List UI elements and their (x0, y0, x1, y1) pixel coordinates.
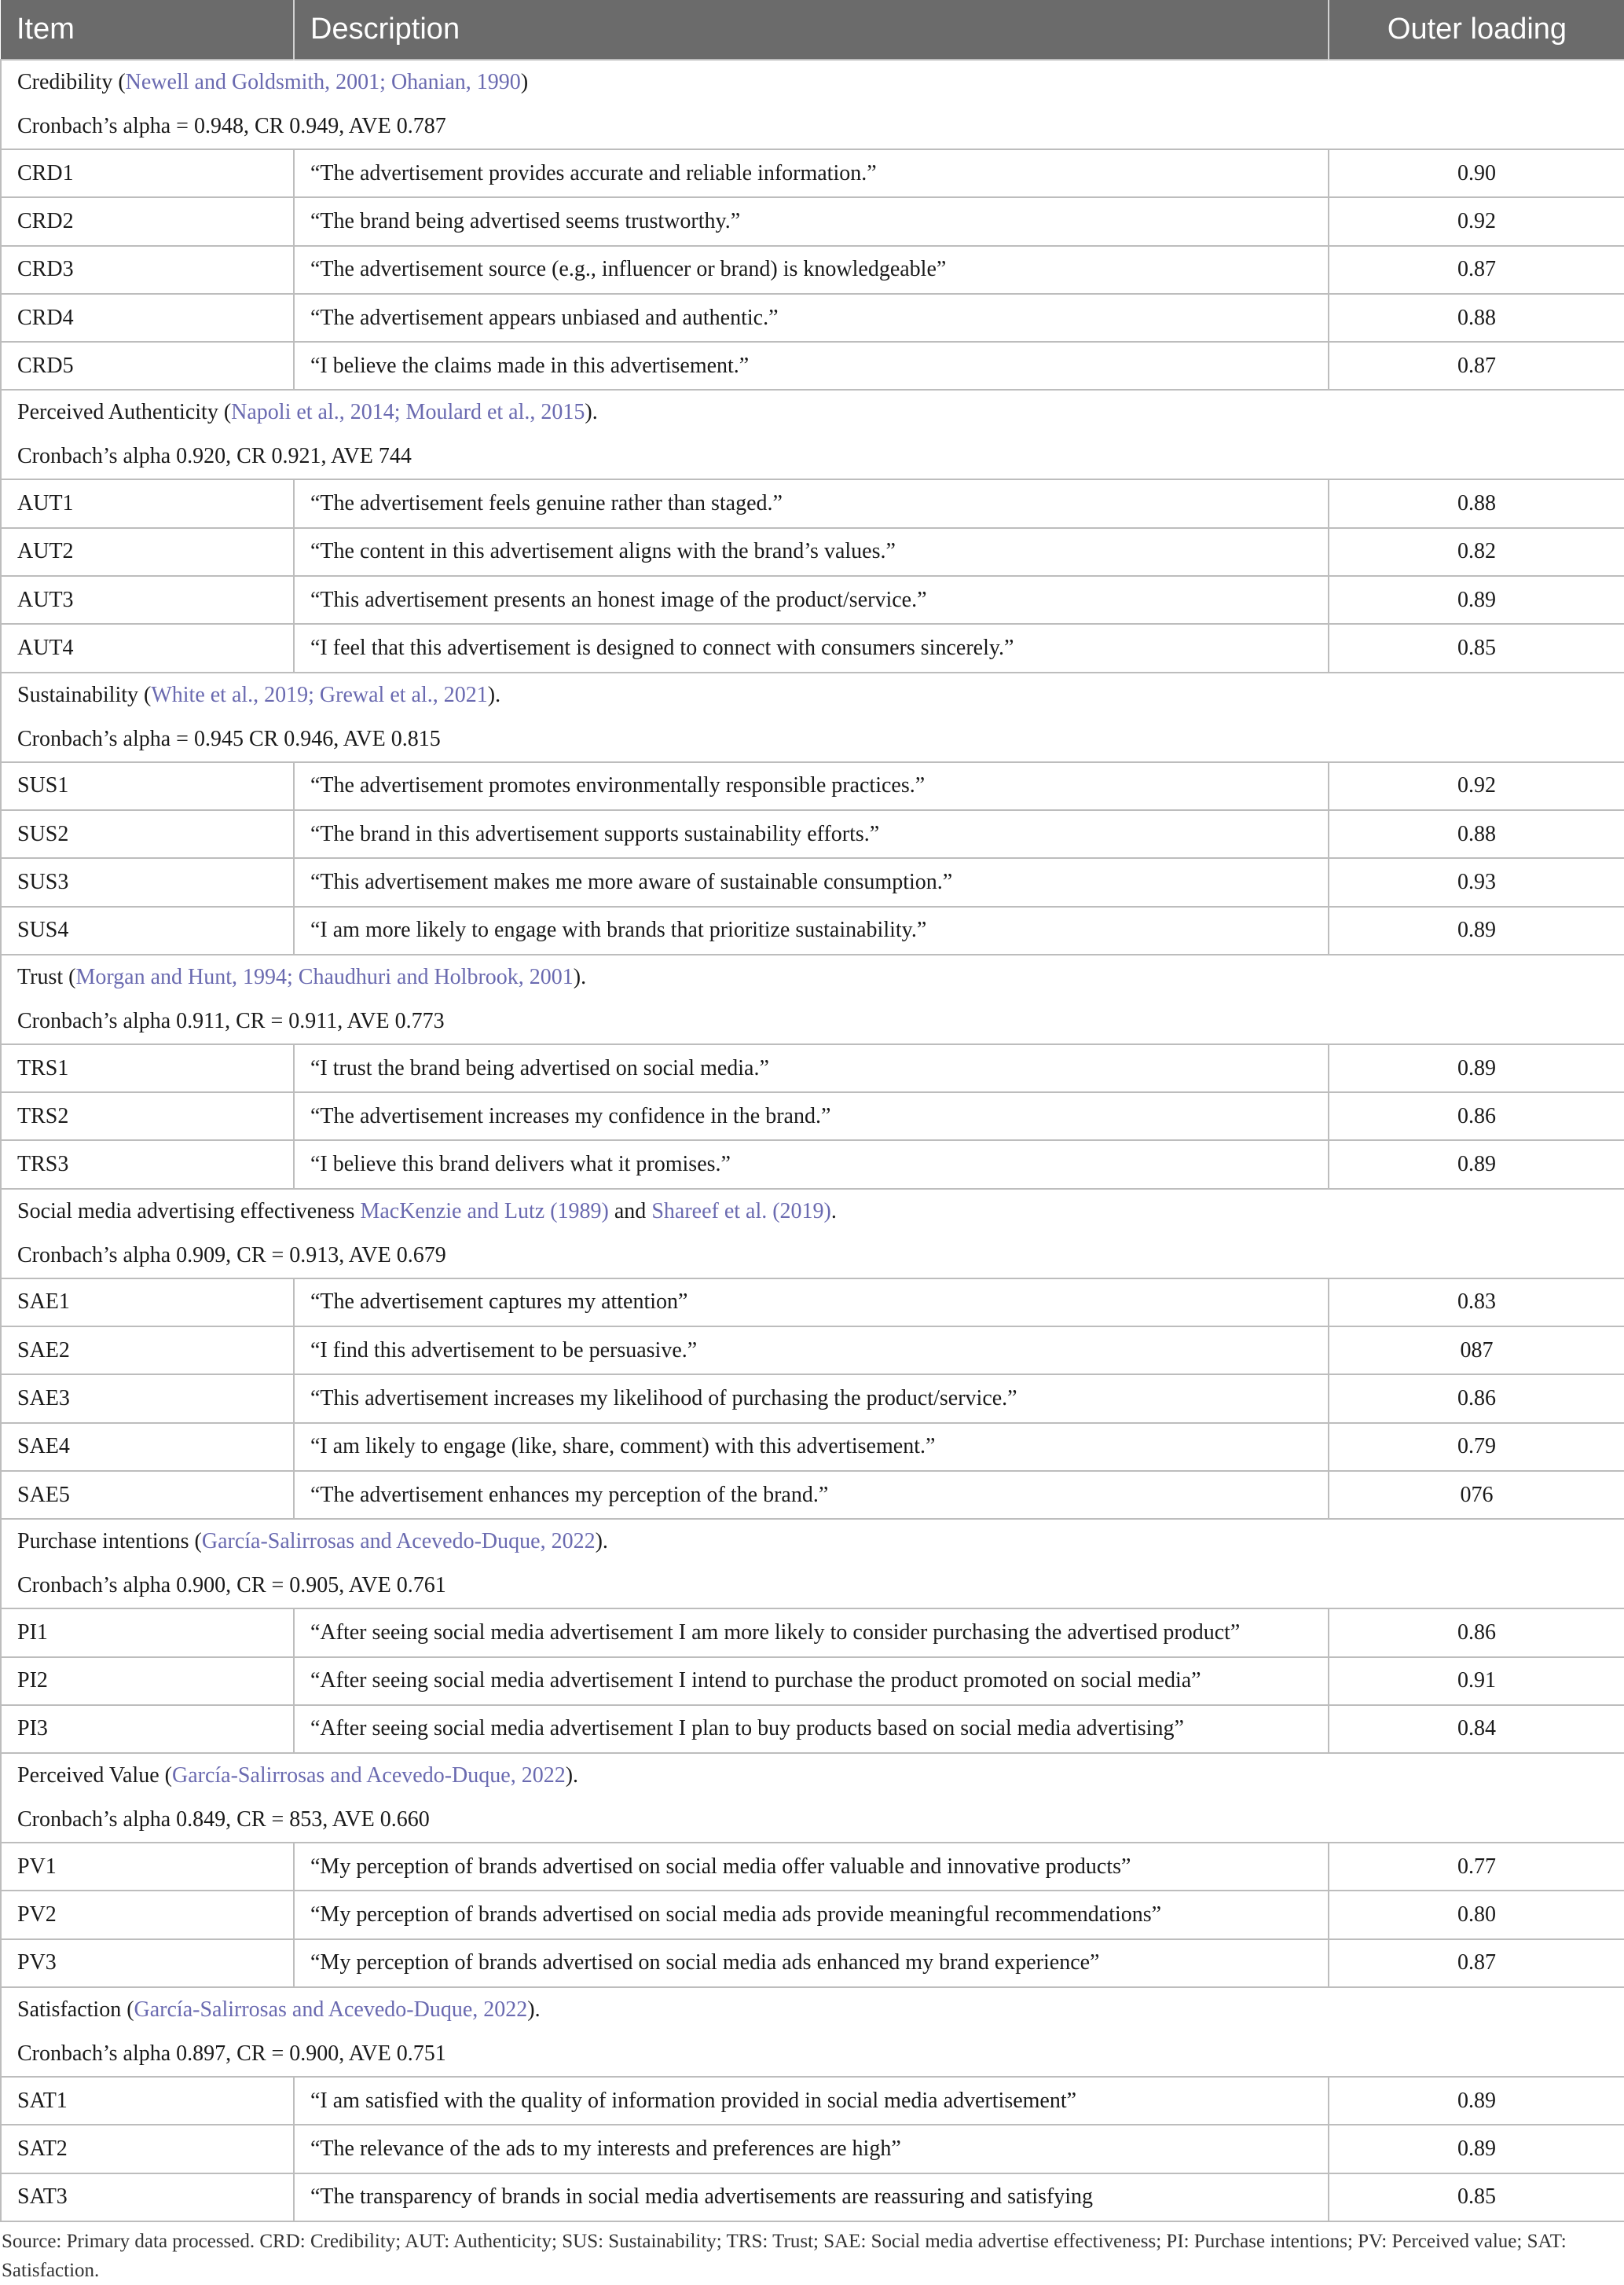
item-description: “My perception of brands advertised on social media ads enhanced my brand experience” (294, 1939, 1329, 1987)
item-code: AUT1 (1, 479, 294, 527)
item-code: CRD2 (1, 197, 294, 245)
item-description: “The content in this advertisement aligns with the brand’s values.” (294, 528, 1329, 576)
construct-name-suffix: . (830, 1198, 837, 1223)
header-outer-loading: Outer loading (1329, 0, 1624, 60)
construct-name-suffix: ) (520, 70, 529, 94)
construct-cell (1, 1519, 1624, 1608)
construct-row (1, 1189, 1624, 1278)
item-outer-loading: 0.89 (1329, 1140, 1624, 1188)
item-code: AUT2 (1, 528, 294, 576)
item-description: “The advertisement provides accurate and reliable information.” (294, 149, 1329, 197)
citation-link[interactable]: García-Salirrosas and Acevedo-Duque, 2022 (201, 1529, 596, 1554)
item-code: CRD3 (1, 246, 294, 294)
construct-row (1, 955, 1624, 1044)
construct-name: Perceived Authenticity ( (17, 400, 232, 425)
item-description: “The brand being advertised seems trustworthy.” (294, 197, 1329, 245)
item-outer-loading: 0.85 (1329, 624, 1624, 672)
table-row (1, 1657, 1624, 1705)
table-body (1, 60, 1624, 2221)
item-code: SUS2 (1, 810, 294, 858)
construct-name: Perceived Value ( (17, 1763, 172, 1788)
item-description: “This advertisement presents an honest image of the product/service.” (294, 576, 1329, 624)
construct-row (1, 1753, 1624, 1843)
construct-row (1, 390, 1624, 479)
construct-title (17, 673, 1608, 717)
header-item: Item (1, 0, 294, 60)
table-row (1, 149, 1624, 197)
construct-row (1, 60, 1624, 149)
item-outer-loading: 0.84 (1329, 1705, 1624, 1753)
table-row (1, 576, 1624, 624)
table-footnote: Source: Primary data processed. CRD: Credibility; AUT: Authenticity; SUS: Sustainability; TRS: Trust; SAE: Social media advertise effectiveness; PI: Purchase intentions; PV: Perceived value; SAT: Satisfaction. (2, 2230, 1567, 2281)
table-row (1, 1471, 1624, 1519)
item-description: “My perception of brands advertised on social media offer valuable and innovative products” (294, 1843, 1329, 1891)
construct-name: Satisfaction ( (17, 1997, 134, 2023)
item-description: “After seeing social media advertisement I plan to buy products based on social media advertising” (294, 1705, 1329, 1753)
construct-cell (1, 60, 1624, 149)
item-code: PI1 (1, 1608, 294, 1656)
item-code: SAT3 (1, 2173, 294, 2221)
item-description: “My perception of brands advertised on social media ads provide meaningful recommendations” (294, 1891, 1329, 1938)
item-outer-loading: 0.86 (1329, 1608, 1624, 1656)
construct-title (17, 391, 1608, 435)
item-code: SAE4 (1, 1423, 294, 1471)
table-row (1, 294, 1624, 342)
item-description: “The advertisement increases my confidence in the brand.” (294, 1092, 1329, 1140)
item-description: “I am more likely to engage with brands that prioritize sustainability.” (294, 907, 1329, 955)
construct-reliability-stats: Cronbach’s alpha 0.849, CR = 853, AVE 0.660 (17, 1807, 430, 1832)
item-description: “The advertisement feels genuine rather than staged.” (294, 479, 1329, 527)
construct-name: Social media advertising effectiveness (17, 1198, 361, 1223)
table-row (1, 1140, 1624, 1188)
item-outer-loading: 0.79 (1329, 1423, 1624, 1471)
table-row (1, 2077, 1624, 2125)
citation-link[interactable]: García-Salirrosas and Acevedo-Duque, 2022 (171, 1763, 566, 1788)
item-code: SUS1 (1, 762, 294, 810)
construct-reliability-stats: Cronbach’s alpha 0.897, CR = 0.900, AVE 0.751 (17, 2041, 446, 2067)
item-outer-loading: 0.86 (1329, 1374, 1624, 1422)
construct-name-suffix: ). (565, 1763, 579, 1788)
item-code: AUT4 (1, 624, 294, 672)
construct-name: Purchase intentions ( (17, 1529, 202, 1554)
table-row (1, 907, 1624, 955)
item-description: “I believe this brand delivers what it promises.” (294, 1140, 1329, 1188)
item-outer-loading: 0.91 (1329, 1657, 1624, 1705)
table-row (1, 1374, 1624, 1422)
item-code: CRD1 (1, 149, 294, 197)
construct-reliability-stats: Cronbach’s alpha 0.909, CR = 0.913, AVE 0.679 (17, 1242, 446, 1267)
construct-title (17, 61, 1608, 105)
item-description: “The advertisement appears unbiased and authentic.” (294, 294, 1329, 342)
item-description: “After seeing social media advertisement I intend to purchase the product promoted on social media” (294, 1657, 1329, 1705)
item-description: “The advertisement source (e.g., influencer or brand) is knowledgeable” (294, 246, 1329, 294)
construct-cell (1, 673, 1624, 762)
construct-title (17, 955, 1608, 999)
item-code: SAT2 (1, 2125, 294, 2173)
citation-link[interactable]: Newell and Goldsmith, 2001; Ohanian, 1990 (125, 70, 521, 94)
construct-reliability-stats: Cronbach’s alpha 0.920, CR 0.921, AVE 744 (17, 444, 412, 469)
item-code: CRD4 (1, 294, 294, 342)
construct-reliability-stats: Cronbach’s alpha = 0.948, CR 0.949, AVE 0.787 (17, 114, 446, 138)
item-description: “This advertisement increases my likelihood of purchasing the product/service.” (294, 1374, 1329, 1422)
item-outer-loading: 0.90 (1329, 149, 1624, 197)
item-code: SUS3 (1, 858, 294, 906)
item-code: SUS4 (1, 907, 294, 955)
construct-name-suffix: ). (573, 964, 587, 989)
item-code: TRS1 (1, 1044, 294, 1092)
item-outer-loading: 0.89 (1329, 576, 1624, 624)
construct-title (17, 1520, 1608, 1564)
item-outer-loading: 0.85 (1329, 2173, 1624, 2221)
construct-name-suffix: ). (527, 1997, 541, 2023)
table-row (1, 624, 1624, 672)
table-row (1, 246, 1624, 294)
construct-name-suffix: ). (595, 1529, 608, 1554)
construct-name: Trust ( (17, 964, 76, 989)
item-description: “After seeing social media advertisement I am more likely to consider purchasing the advertised product” (294, 1608, 1329, 1656)
item-description: “I trust the brand being advertised on social media.” (294, 1044, 1329, 1092)
table-row (1, 810, 1624, 858)
table-row (1, 528, 1624, 576)
table-header (1, 0, 1624, 60)
item-description: “The relevance of the ads to my interests and preferences are high” (294, 2125, 1329, 2173)
item-code: CRD5 (1, 342, 294, 390)
construct-title (17, 1754, 1608, 1798)
item-outer-loading: 0.88 (1329, 294, 1624, 342)
table-row (1, 1608, 1624, 1656)
table-row (1, 858, 1624, 906)
construct-reliability-stats: Cronbach’s alpha 0.900, CR = 0.905, AVE 0.761 (17, 1573, 446, 1598)
header-description: Description (294, 0, 1329, 60)
construct-name-suffix: ). (487, 682, 501, 707)
item-code: SAT1 (1, 2077, 294, 2125)
item-outer-loading: 0.89 (1329, 907, 1624, 955)
construct-cell (1, 1753, 1624, 1843)
citation-link[interactable]: MacKenzie and Lutz (1989) (360, 1198, 609, 1223)
item-code: AUT3 (1, 576, 294, 624)
item-outer-loading: 0.92 (1329, 197, 1624, 245)
construct-name: Sustainability ( (17, 682, 152, 707)
item-code: PV3 (1, 1939, 294, 1987)
item-outer-loading: 0.87 (1329, 246, 1624, 294)
item-outer-loading: 076 (1329, 1471, 1624, 1519)
construct-reliability-stats: Cronbach’s alpha = 0.945 CR 0.946, AVE 0.815 (17, 726, 441, 751)
item-outer-loading: 0.86 (1329, 1092, 1624, 1140)
table-row (1, 1092, 1624, 1140)
construct-row (1, 1519, 1624, 1608)
construct-name-suffix: ). (585, 400, 598, 425)
item-outer-loading: 0.77 (1329, 1843, 1624, 1891)
item-description: “The advertisement enhances my perception of the brand.” (294, 1471, 1329, 1519)
item-code: SAE1 (1, 1278, 294, 1326)
item-outer-loading: 0.93 (1329, 858, 1624, 906)
item-outer-loading: 0.89 (1329, 2125, 1624, 2173)
item-description: “The transparency of brands in social media advertisements are reassuring and satisfying (294, 2173, 1329, 2221)
table-row (1, 479, 1624, 527)
citation-link[interactable]: García-Salirrosas and Acevedo-Duque, 2022 (134, 1997, 528, 2023)
item-outer-loading: 0.89 (1329, 1044, 1624, 1092)
table-row (1, 2173, 1624, 2221)
item-code: PI3 (1, 1705, 294, 1753)
construct-title (17, 1988, 1608, 2032)
table-row (1, 1423, 1624, 1471)
construct-cell (1, 1987, 1624, 2077)
item-outer-loading: 0.80 (1329, 1891, 1624, 1938)
construct-name-joiner: and (608, 1198, 652, 1223)
table-row (1, 762, 1624, 810)
construct-reliability-stats: Cronbach’s alpha 0.911, CR = 0.911, AVE 0.773 (17, 1008, 445, 1033)
table-row (1, 1326, 1624, 1374)
table-row (1, 1705, 1624, 1753)
item-description: “The advertisement promotes environmentally responsible practices.” (294, 762, 1329, 810)
table-row (1, 2125, 1624, 2173)
citation-link[interactable]: Shareef et al. (2019) (651, 1198, 831, 1223)
item-description: “I find this advertisement to be persuasive.” (294, 1326, 1329, 1374)
item-description: “This advertisement makes me more aware of sustainable consumption.” (294, 858, 1329, 906)
item-description: “I believe the claims made in this advertisement.” (294, 342, 1329, 390)
item-description: “I am likely to engage (like, share, comment) with this advertisement.” (294, 1423, 1329, 1471)
item-code: PI2 (1, 1657, 294, 1705)
construct-row (1, 1987, 1624, 2077)
item-code: TRS3 (1, 1140, 294, 1188)
citation-link[interactable]: Napoli et al., 2014; Moulard et al., 2015 (231, 400, 585, 425)
table-row (1, 1891, 1624, 1938)
construct-name: Credibility ( (17, 70, 126, 94)
item-code: SAE3 (1, 1374, 294, 1422)
table-row (1, 1044, 1624, 1092)
construct-cell (1, 1189, 1624, 1278)
item-outer-loading: 0.88 (1329, 479, 1624, 527)
item-outer-loading: 0.87 (1329, 342, 1624, 390)
item-outer-loading: 0.82 (1329, 528, 1624, 576)
construct-title (17, 1190, 1608, 1234)
construct-cell (1, 390, 1624, 479)
item-description: “I feel that this advertisement is designed to connect with consumers sincerely.” (294, 624, 1329, 672)
item-code: PV1 (1, 1843, 294, 1891)
item-description: “I am satisfied with the quality of information provided in social media advertisement” (294, 2077, 1329, 2125)
item-outer-loading: 0.92 (1329, 762, 1624, 810)
table-row (1, 1843, 1624, 1891)
item-outer-loading: 0.88 (1329, 810, 1624, 858)
construct-cell (1, 955, 1624, 1044)
item-code: SAE2 (1, 1326, 294, 1374)
item-code: PV2 (1, 1891, 294, 1938)
table-row (1, 197, 1624, 245)
table-row (1, 342, 1624, 390)
table-row (1, 1278, 1624, 1326)
item-description: “The advertisement captures my attention” (294, 1278, 1329, 1326)
header-row (1, 0, 1624, 60)
item-outer-loading: 0.87 (1329, 1939, 1624, 1987)
item-outer-loading: 0.83 (1329, 1278, 1624, 1326)
item-description: “The brand in this advertisement supports sustainability efforts.” (294, 810, 1329, 858)
item-outer-loading: 087 (1329, 1326, 1624, 1374)
item-outer-loading: 0.89 (1329, 2077, 1624, 2125)
citation-link[interactable]: Morgan and Hunt, 1994; Chaudhuri and Holbrook, 2001 (75, 964, 574, 989)
citation-link[interactable]: White et al., 2019; Grewal et al., 2021 (151, 682, 488, 707)
construct-row (1, 673, 1624, 762)
table-row (1, 1939, 1624, 1987)
item-code: TRS2 (1, 1092, 294, 1140)
item-code: SAE5 (1, 1471, 294, 1519)
